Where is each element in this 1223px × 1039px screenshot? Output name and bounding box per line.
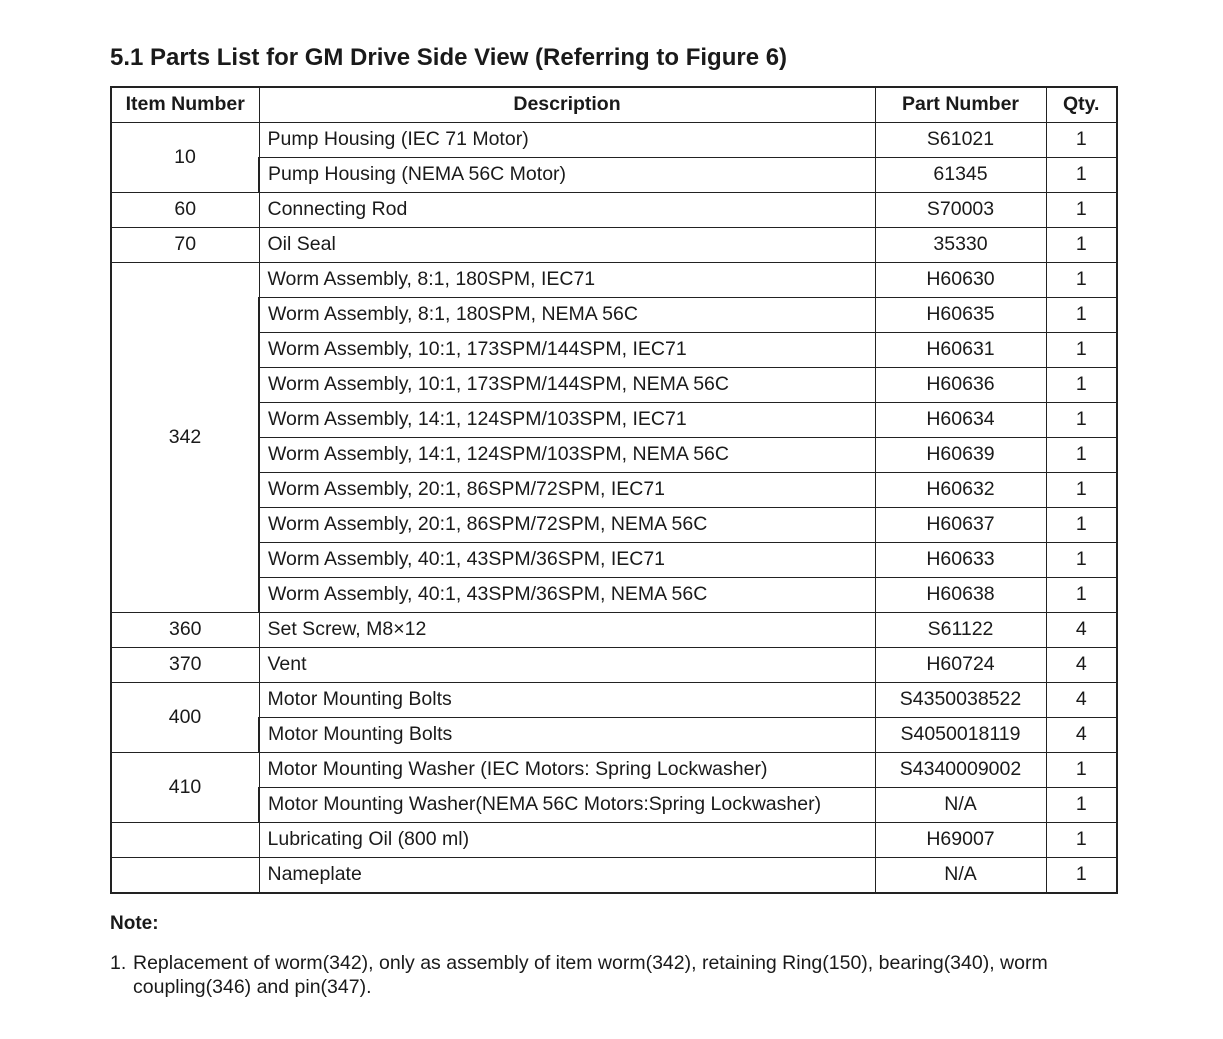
part-number-cell: S4350038522 (875, 683, 1046, 718)
description-cell: Vent (259, 648, 875, 683)
table-row (111, 543, 1117, 578)
description-cell: Worm Assembly, 40:1, 43SPM/36SPM, IEC71 (259, 543, 875, 578)
description-cell: Worm Assembly, 8:1, 180SPM, NEMA 56C (259, 298, 875, 333)
qty-cell: 1 (1046, 543, 1117, 578)
qty-cell: 4 (1046, 683, 1117, 718)
description-cell: Worm Assembly, 8:1, 180SPM, IEC71 (259, 263, 875, 298)
description-cell: Motor Mounting Bolts (259, 683, 875, 718)
description-cell: Set Screw, M8×12 (259, 613, 875, 648)
item-number-cell: 400 (111, 683, 259, 753)
qty-cell: 1 (1046, 333, 1117, 368)
part-number-cell: H60637 (875, 508, 1046, 543)
qty-cell: 1 (1046, 788, 1117, 823)
part-number-cell: S61021 (875, 123, 1046, 158)
item-number-cell: 60 (111, 193, 259, 228)
table-row (111, 368, 1117, 403)
part-number-cell: H60636 (875, 368, 1046, 403)
qty-cell: 1 (1046, 823, 1117, 858)
parts-table (110, 86, 1118, 894)
part-number-cell: S4050018119 (875, 718, 1046, 753)
table-row (111, 473, 1117, 508)
qty-cell: 1 (1046, 403, 1117, 438)
part-number-cell: H60632 (875, 473, 1046, 508)
table-row (111, 403, 1117, 438)
description-cell: Oil Seal (259, 228, 875, 263)
table-row (111, 858, 1117, 894)
table-row (111, 788, 1117, 823)
part-number-cell: 61345 (875, 158, 1046, 193)
page-title: 5.1 Parts List for GM Drive Side View (Referring to Figure 6) (110, 44, 788, 71)
qty-cell: 1 (1046, 298, 1117, 333)
description-cell: Worm Assembly, 10:1, 173SPM/144SPM, IEC71 (259, 333, 875, 368)
part-number-cell: N/A (875, 788, 1046, 823)
part-number-cell: H69007 (875, 823, 1046, 858)
qty-cell: 4 (1046, 613, 1117, 648)
table-row (111, 753, 1117, 788)
qty-cell: 1 (1046, 228, 1117, 263)
note-number: 1. (110, 952, 127, 974)
qty-cell: 1 (1046, 158, 1117, 193)
description-cell: Worm Assembly, 40:1, 43SPM/36SPM, NEMA 56C (259, 578, 875, 613)
description-cell: Worm Assembly, 14:1, 124SPM/103SPM, IEC71 (259, 403, 875, 438)
qty-cell: 1 (1046, 368, 1117, 403)
part-number-cell: H60635 (875, 298, 1046, 333)
note-list (110, 951, 1120, 999)
description-cell: Motor Mounting Washer(NEMA 56C Motors:Spring Lockwasher) (259, 788, 875, 823)
table-row (111, 578, 1117, 613)
item-number-cell (111, 823, 259, 858)
table-row (111, 298, 1117, 333)
part-number-cell: H60634 (875, 403, 1046, 438)
item-number-cell: 360 (111, 613, 259, 648)
qty-cell: 1 (1046, 263, 1117, 298)
table-row (111, 648, 1117, 683)
header-part-number: Part Number (875, 87, 1046, 123)
note-text: Replacement of worm(342), only as assembly of item worm(342), retaining Ring(150), bearing(340), worm coupling(346) and pin(347). (133, 952, 1048, 998)
parts-table-body (111, 123, 1117, 894)
header-qty: Qty. (1046, 87, 1117, 123)
part-number-cell: H60633 (875, 543, 1046, 578)
item-number-cell: 342 (111, 263, 259, 613)
description-cell: Worm Assembly, 20:1, 86SPM/72SPM, NEMA 56C (259, 508, 875, 543)
header-description: Description (259, 87, 875, 123)
description-cell: Motor Mounting Washer (IEC Motors: Spring Lockwasher) (259, 753, 875, 788)
table-row (111, 508, 1117, 543)
description-cell: Motor Mounting Bolts (259, 718, 875, 753)
part-number-cell: H60630 (875, 263, 1046, 298)
item-number-cell: 10 (111, 123, 259, 193)
description-cell: Worm Assembly, 20:1, 86SPM/72SPM, IEC71 (259, 473, 875, 508)
header-item-number: Item Number (111, 87, 259, 123)
item-number-cell (111, 858, 259, 894)
qty-cell: 1 (1046, 578, 1117, 613)
qty-cell: 1 (1046, 193, 1117, 228)
item-number-cell: 70 (111, 228, 259, 263)
qty-cell: 1 (1046, 473, 1117, 508)
part-number-cell: H60631 (875, 333, 1046, 368)
part-number-cell: H60639 (875, 438, 1046, 473)
part-number-cell: S61122 (875, 613, 1046, 648)
qty-cell: 1 (1046, 753, 1117, 788)
table-row (111, 123, 1117, 158)
part-number-cell: H60638 (875, 578, 1046, 613)
item-number-cell: 410 (111, 753, 259, 823)
table-row (111, 228, 1117, 263)
part-number-cell: 35330 (875, 228, 1046, 263)
item-number-cell: 370 (111, 648, 259, 683)
description-cell: Nameplate (259, 858, 875, 894)
qty-cell: 1 (1046, 123, 1117, 158)
table-row (111, 193, 1117, 228)
part-number-cell: S70003 (875, 193, 1046, 228)
table-row (111, 718, 1117, 753)
description-cell: Lubricating Oil (800 ml) (259, 823, 875, 858)
description-cell: Connecting Rod (259, 193, 875, 228)
table-row (111, 263, 1117, 298)
table-row (111, 613, 1117, 648)
qty-cell: 4 (1046, 718, 1117, 753)
note-label: Note: (110, 913, 159, 934)
part-number-cell: H60724 (875, 648, 1046, 683)
table-row (111, 333, 1117, 368)
table-row (111, 158, 1117, 193)
note-item (110, 951, 1120, 999)
description-cell: Pump Housing (NEMA 56C Motor) (259, 158, 875, 193)
table-row (111, 438, 1117, 473)
part-number-cell: N/A (875, 858, 1046, 894)
description-cell: Worm Assembly, 10:1, 173SPM/144SPM, NEMA 56C (259, 368, 875, 403)
qty-cell: 1 (1046, 858, 1117, 894)
qty-cell: 1 (1046, 438, 1117, 473)
table-row (111, 823, 1117, 858)
qty-cell: 4 (1046, 648, 1117, 683)
table-row (111, 683, 1117, 718)
description-cell: Worm Assembly, 14:1, 124SPM/103SPM, NEMA 56C (259, 438, 875, 473)
part-number-cell: S4340009002 (875, 753, 1046, 788)
table-header-row (111, 87, 1117, 123)
description-cell: Pump Housing (IEC 71 Motor) (259, 123, 875, 158)
qty-cell: 1 (1046, 508, 1117, 543)
